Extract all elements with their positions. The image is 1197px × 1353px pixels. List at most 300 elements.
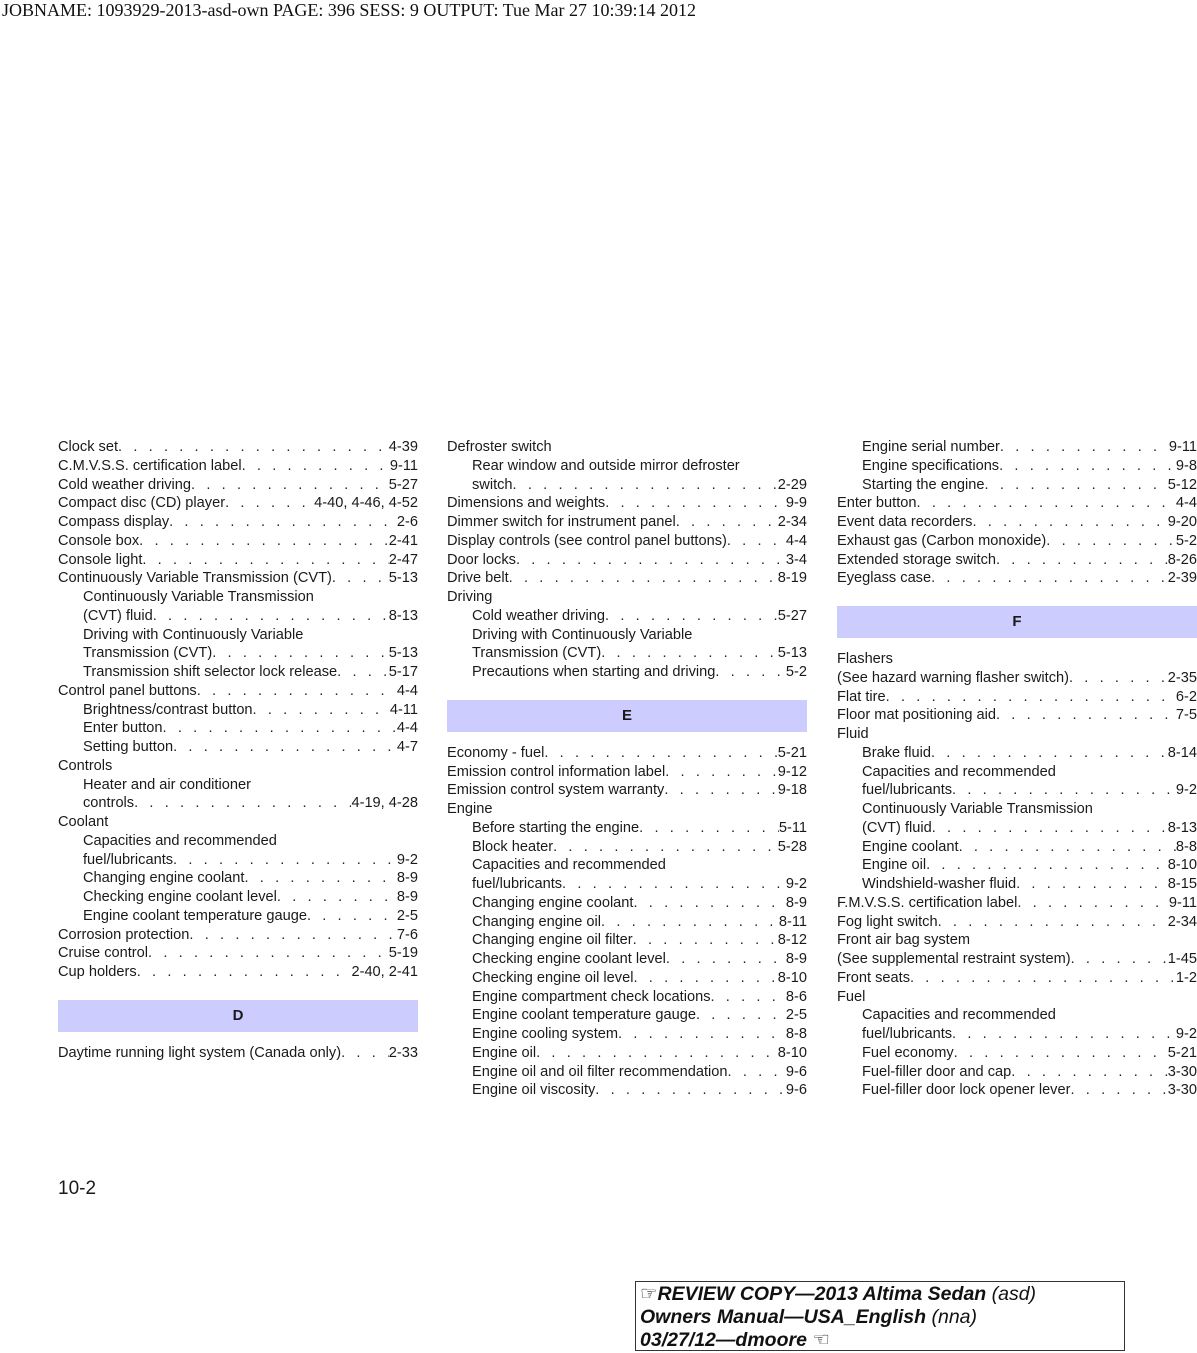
entry-page-ref: 2-35 [1167,669,1197,686]
section-header-f: F [837,606,1197,638]
dot-leader [253,701,390,720]
dot-leader [137,963,352,982]
entry-page-ref: 8-14 [1167,744,1197,761]
entry-term: Engine specifications [862,457,1000,474]
entry-term: Transmission (CVT) [83,645,213,662]
entry-term: Daytime running light system (Canada only) [58,1044,342,1061]
dot-leader [118,438,389,457]
job-header-line: JOBNAME: 1093929-2013-asd-own PAGE: 396 SESS: 9 OUTPUT: Tue Mar 27 10:39:14 2012 [2,0,696,20]
index-subentry [447,819,807,838]
dot-leader [999,457,1176,476]
dot-leader [595,1081,786,1100]
entry-term: Clock set [58,439,119,455]
entry-page-ref: 5-11 [778,819,807,836]
dot-leader [191,476,389,495]
index-entry [447,513,807,532]
entry-term: Fog light switch [837,913,938,930]
index-entry [58,944,418,963]
entry-page-ref: 9-11 [1168,894,1197,911]
entry-page-ref: 8-8 [785,1026,807,1042]
entry-page-ref: 2-41 [388,532,418,549]
entry-term: Engine coolant temperature gauge [472,1007,696,1024]
index-subheading: Driving with Continuously Variable [472,626,693,643]
review-manual-code: (nna) [926,1306,978,1328]
index-column-1 [58,438,418,1063]
entry-term: Checking engine coolant level [83,889,277,905]
index-subentry [447,644,807,663]
entry-term: (CVT) fluid [83,607,153,624]
dot-leader [1046,532,1176,551]
dot-leader [197,682,397,701]
entry-page-ref: 7-5 [1175,707,1197,724]
entry-term: fuel/lubricants [472,876,563,892]
dot-leader [715,663,786,682]
review-line-3 [640,1329,1120,1352]
section-header-e: E [447,700,807,732]
index-subentry [447,476,807,495]
dot-leader [665,763,778,782]
dot-leader [931,569,1168,588]
entry-page-ref: 4-4 [1175,495,1197,512]
index-heading: Flashers [837,651,893,667]
dot-leader [996,551,1168,570]
index-subentry [447,894,807,913]
dot-leader [633,894,785,913]
index-entry [447,781,807,800]
dot-leader [605,494,786,513]
entry-term: F.M.V.S.S. certification label [837,894,1018,911]
dot-leader [711,988,786,1007]
entry-term: Checking engine coolant level [472,951,666,967]
dot-leader [938,913,1168,932]
index-subentry [837,781,1197,800]
index-subentry [447,950,807,969]
index-entry [447,551,807,570]
entry-page-ref: 8-13 [1167,819,1197,836]
entry-page-ref: 4-39 [388,439,418,455]
entry-term: (See supplemental restraint system) [837,951,1071,967]
entry-term: Extended storage switch [837,551,996,568]
entry-term: Starting the engine [862,476,985,493]
entry-term: Transmission (CVT) [472,645,602,662]
entry-term: Cold weather driving [472,607,606,624]
index-subheading: Continuously Variable Transmission [83,589,314,605]
entry-page-ref: 9-8 [1175,457,1197,474]
entry-page-ref: 8-9 [396,870,418,887]
entry-term: Changing engine coolant [472,894,634,911]
entry-page-ref: 1-45 [1167,951,1197,967]
entry-term: Continuously Variable Transmission (CVT) [58,570,332,587]
entry-page-ref: 5-12 [1167,476,1197,493]
entry-term: Emission control system warranty [447,782,665,799]
dot-leader [139,532,389,551]
index-entry [447,569,807,588]
dot-leader [1070,1081,1167,1100]
entry-page-ref: 8-19 [777,570,807,587]
dot-leader [163,719,397,738]
dot-leader [633,969,777,988]
index-heading: Defroster switch [447,439,552,455]
index-subheading: Rear window and outside mirror defroster [472,457,740,474]
entry-page-ref: 4-4 [396,720,418,737]
index-subentry [58,907,418,926]
dot-leader [134,794,351,813]
entry-term: Engine oil viscosity [472,1082,596,1099]
entry-term: Dimmer switch for instrument panel [447,514,676,530]
entry-page-ref: 5-17 [388,664,418,680]
index-subentry [447,1063,807,1082]
index-heading: Coolant [58,814,109,830]
index-subentry [837,856,1197,875]
index-subentry [837,1081,1197,1100]
index-subentry [837,1025,1197,1044]
index-subentry [837,838,1197,857]
index-entry [837,569,1197,588]
entry-page-ref: 4-7 [396,739,418,755]
dot-leader [1069,669,1168,688]
dot-leader [513,476,778,495]
index-subentry [58,851,418,870]
entry-term: fuel/lubricants [862,782,953,799]
dot-leader [666,950,786,969]
index-column-3 [837,438,1197,1100]
entry-page-ref: 5-21 [1167,1044,1197,1061]
entry-term: Engine coolant [862,838,959,855]
index-subentry [447,607,807,626]
index-subentry [447,1081,807,1100]
dot-leader [1016,875,1168,894]
index-subentry [58,701,418,720]
entry-term: Before starting the engine [472,819,640,836]
entry-page-ref: 3-30 [1167,1082,1197,1099]
entry-page-ref: 8-10 [777,969,807,986]
index-entry [837,969,1197,988]
entry-page-ref: 2-5 [396,907,418,924]
entry-page-ref: 2-5 [785,1007,807,1024]
dot-leader [952,1025,1176,1044]
dot-leader [926,856,1168,875]
dot-leader [553,838,778,857]
index-subentry [447,931,807,950]
section-header-d: D [58,1000,418,1032]
entry-page-ref: 8-13 [388,607,418,624]
entry-term: Eyeglass case [837,570,932,587]
index-subentry [837,875,1197,894]
entry-term: Economy - fuel [447,744,545,761]
dot-leader [954,1044,1168,1063]
entry-page-ref: 5-13 [388,570,418,587]
index-subheading: Driving with Continuously Variable [83,626,304,643]
entry-page-ref: 4-19, 4-28 [351,795,418,812]
dot-leader [544,744,777,763]
index-subentry [58,869,418,888]
index-subheading: Capacities and recommended [472,857,666,874]
entry-term: Fuel-filler door and cap [862,1063,1012,1080]
index-subentry [447,1044,807,1063]
dot-leader [332,569,389,588]
entry-page-ref: 6-2 [1175,688,1197,705]
entry-page-ref: 8-10 [1167,857,1197,874]
index-entry [447,763,807,782]
dot-leader [148,944,389,963]
entry-page-ref: 2-6 [396,514,418,530]
dot-leader [244,869,396,888]
index-entry [58,476,418,495]
entry-term: Fuel-filler door lock opener lever [862,1082,1071,1099]
index-entry [58,1044,418,1063]
entry-page-ref: 3-30 [1167,1063,1197,1080]
entry-term: Changing engine oil [472,913,602,930]
dot-leader [932,819,1168,838]
entry-term: Engine oil [472,1044,537,1061]
index-subentry [837,819,1197,838]
entry-page-ref: 9-11 [1168,439,1197,455]
index-subentry [58,794,418,813]
entry-page-ref: 5-2 [785,664,807,680]
index-entry [447,744,807,763]
entry-term: Engine oil [862,857,927,874]
dot-leader [509,569,778,588]
index-entry [58,569,418,588]
dot-leader [536,1044,778,1063]
entry-term: Changing engine coolant [83,870,245,887]
dot-leader [169,513,397,532]
index-heading: Front air bag system [837,932,971,949]
entry-page-ref: 8-26 [1167,551,1197,568]
dot-leader [225,494,314,513]
entry-term: Engine serial number [862,439,1000,455]
index-subentry [837,744,1197,763]
index-subentry [447,1025,807,1044]
entry-page-ref: 5-21 [777,744,807,761]
index-subheading: Heater and air conditioner [83,776,251,793]
entry-term: Front seats [837,969,910,986]
entry-page-ref: 8-10 [777,1044,807,1061]
dot-leader [696,1006,786,1025]
index-entry [837,913,1197,932]
index-entry [58,963,418,982]
index-subentry [447,988,807,1007]
index-entry [837,894,1197,913]
entry-term: Exhaust gas (Carbon monoxide) [837,532,1047,549]
dot-leader [728,1063,786,1082]
dot-leader [605,607,778,626]
dot-leader [886,688,1176,707]
index-subentry [837,476,1197,495]
entry-term: Emission control information label [447,763,666,780]
dot-leader [910,969,1176,988]
entry-page-ref: 9-2 [396,851,418,868]
index-subheading: Capacities and recommended [862,763,1056,780]
dot-leader [1017,894,1169,913]
entry-page-ref: 9-2 [1175,1026,1197,1042]
index-entry [837,950,1197,969]
entry-page-ref: 5-13 [777,645,807,662]
entry-term: Brake fluid [862,744,931,761]
dot-leader [242,457,390,476]
entry-page-ref: 8-9 [785,951,807,967]
index-entry [837,532,1197,551]
entry-term: Control panel buttons [58,682,197,699]
entry-page-ref: 9-6 [785,1063,807,1080]
entry-page-ref: 2-39 [1167,570,1197,587]
index-entry [58,457,418,476]
dot-leader [1000,438,1169,457]
index-subentry [58,607,418,626]
dot-leader [601,644,778,663]
index-subentry [58,719,418,738]
entry-page-ref: 8-8 [1175,838,1197,855]
entry-page-ref: 2-40, 2-41 [351,964,418,980]
entry-page-ref: 8-9 [396,889,418,905]
dot-leader [173,851,397,870]
entry-page-ref: 8-11 [778,913,807,930]
entry-term: Dimensions and weights [447,495,606,512]
entry-term: Changing engine oil filter [472,932,633,949]
entry-term: Door locks [447,551,516,568]
index-entry [58,494,418,513]
entry-term: C.M.V.S.S. certification label [58,457,242,474]
index-heading: Controls [58,757,113,774]
entry-term: Setting button [83,739,174,755]
entry-term: Engine oil and oil filter recommendation [472,1063,728,1080]
review-line-2 [640,1306,1120,1329]
index-entry [58,438,418,457]
index-subentry [447,663,807,682]
index-entry [837,551,1197,570]
entry-page-ref: 9-11 [389,457,418,474]
entry-term: Console light [58,551,143,568]
entry-term: Engine compartment check locations [472,988,711,1005]
dot-leader [996,706,1176,725]
entry-term: Brightness/contrast button [83,701,253,718]
dot-leader [341,1044,389,1063]
index-entry [837,669,1197,688]
review-date: 03/27/12—dmoore [640,1329,807,1351]
pointing-hand-left-icon: ☜ [812,1329,830,1351]
index-entry [837,513,1197,532]
index-subentry [447,838,807,857]
entry-term: Enter button [837,495,917,512]
dot-leader [337,663,389,682]
index-subheading: Capacities and recommended [862,1007,1056,1024]
index-entry [58,532,418,551]
entry-page-ref: 4-4 [785,532,807,549]
entry-term: Enter button [83,720,163,737]
review-manual: Owners Manual—USA_English [640,1306,927,1328]
dot-leader [516,551,786,570]
dot-leader [917,494,1176,513]
dot-leader [676,513,778,532]
page-number: 10-2 [58,1178,97,1199]
entry-page-ref: 8-15 [1167,876,1197,892]
dot-leader [307,907,397,926]
dot-leader [173,738,397,757]
entry-term: Engine coolant temperature gauge [83,907,307,924]
entry-term: Checking engine oil level [472,969,634,986]
index-subentry [447,1006,807,1025]
dot-leader [972,513,1167,532]
entry-term: Transmission shift selector lock release [83,664,338,680]
dot-leader [562,875,786,894]
index-entry [837,706,1197,725]
index-entry [447,532,807,551]
dot-leader [153,607,389,626]
entry-page-ref: 9-20 [1167,514,1197,530]
entry-page-ref: 9-12 [777,763,807,780]
entry-term: Flat tire [837,688,886,705]
index-heading: Fuel [837,988,866,1005]
index-entry [837,494,1197,513]
entry-page-ref: 9-2 [1175,782,1197,799]
index-subentry [447,969,807,988]
review-title: REVIEW COPY—2013 Altima Sedan [657,1283,987,1305]
dot-leader [142,551,388,570]
entry-term: Engine cooling system [472,1026,619,1042]
dot-leader [985,476,1168,495]
index-subentry [837,1063,1197,1082]
entry-term: (See hazard warning flasher switch) [837,669,1069,686]
entry-term: Compass display [58,514,170,530]
dot-leader [727,532,786,551]
index-subentry [837,457,1197,476]
index-entry [58,513,418,532]
entry-term: Precautions when starting and driving [472,664,716,680]
index-entry [58,682,418,701]
entry-page-ref: 8-12 [777,932,807,949]
index-heading: Driving [447,589,493,605]
entry-page-ref: 5-27 [388,476,418,493]
entry-term: Display controls (see control panel buttons) [447,532,727,549]
entry-page-ref: 5-13 [388,645,418,662]
dot-leader [633,931,778,950]
entry-term: Compact disc (CD) player [58,495,226,512]
index-subentry [837,1044,1197,1063]
dot-leader [601,913,779,932]
index-entry [447,494,807,513]
dot-leader [931,744,1168,763]
index-entry [58,926,418,945]
entry-term: Cruise control [58,945,149,962]
dot-leader [959,838,1176,857]
entry-page-ref: 7-6 [396,926,418,943]
pointing-hand-right-icon: ☞ [640,1283,658,1305]
entry-term: controls [83,795,135,812]
entry-page-ref: 9-6 [785,1082,807,1099]
entry-term: Floor mat positioning aid [837,707,996,724]
entry-page-ref: 2-29 [777,476,807,493]
entry-page-ref: 2-34 [777,514,807,530]
index-subheading: Capacities and recommended [83,832,277,849]
index-heading: Engine [447,801,493,817]
index-entry [837,688,1197,707]
entry-term: Event data recorders [837,514,973,530]
index-subentry [447,875,807,894]
index-heading: Fluid [837,726,869,742]
entry-page-ref: 5-27 [777,607,807,624]
entry-page-ref: 8-9 [785,894,807,911]
entry-page-ref: 4-4 [396,682,418,699]
dot-leader [664,781,777,800]
entry-term: Drive belt [447,570,509,587]
entry-page-ref: 5-28 [777,838,807,855]
entry-page-ref: 2-47 [388,551,418,568]
review-line-1 [640,1283,1120,1306]
index-subentry [447,913,807,932]
index-subentry [58,644,418,663]
entry-page-ref: 9-2 [785,876,807,892]
entry-page-ref: 3-4 [785,551,807,568]
